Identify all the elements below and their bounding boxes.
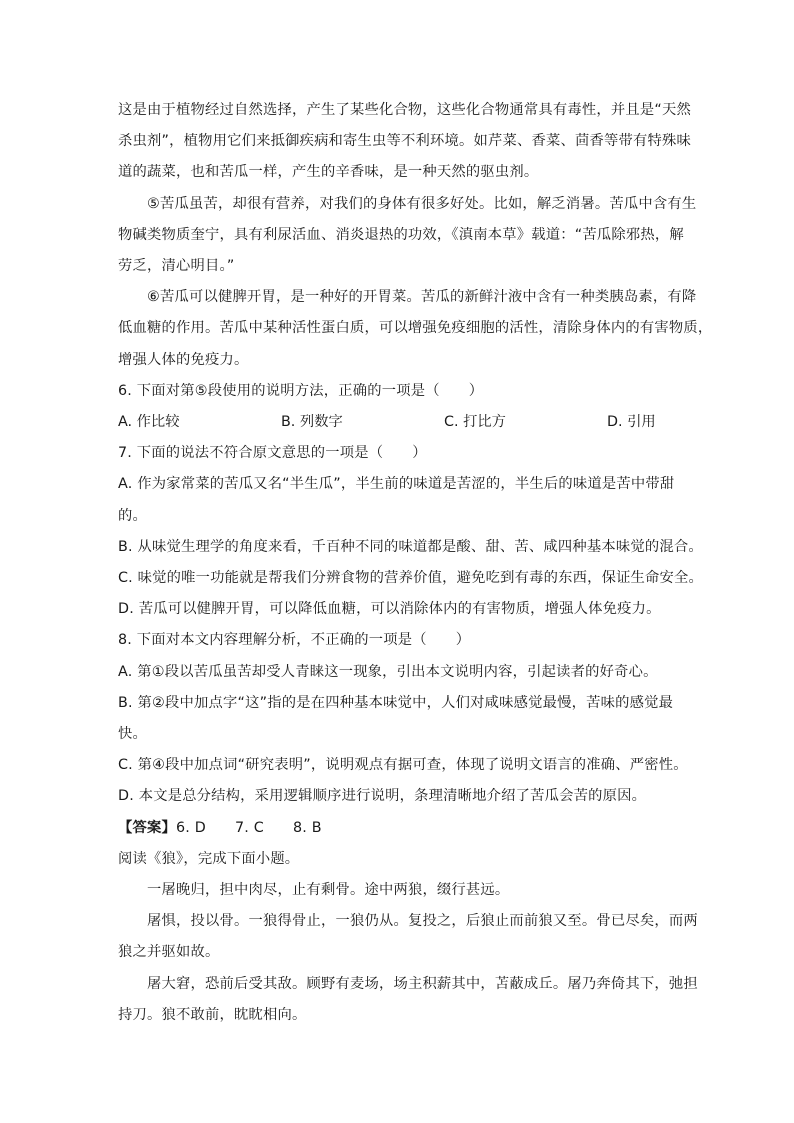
reading-intro: 阅读《狼》，完成下面小题。 xyxy=(118,850,300,867)
option-b: B. 列数字 xyxy=(281,414,343,431)
paragraph-6-line: 低血糖的作用。苦瓜中某种活性蛋白质，可以增强免疫细胞的活性，清除身体内的有害物质， xyxy=(118,320,713,337)
question-8-line: B. 第②段中加点字“这”指的是在四种基本味觉中，人们对咸味感觉最慢，苦味的感觉最 xyxy=(118,694,674,711)
passage-line: 这是由于植物经过自然选择，产生了某些化合物，这些化合物通常具有毒性，并且是“天然 xyxy=(118,102,691,118)
question-8-line: C. 第④段中加点词“研究表明”，说明观点有据可查，体现了说明文语言的准确、严密性。 xyxy=(118,757,688,774)
passage-line: 杀虫剂”，植物用它们来抵御疾病和寄生虫等不利环境。如芹菜、香菜、茴香等带有特殊味 xyxy=(118,133,691,150)
answer-line xyxy=(118,813,678,844)
paragraph-5-line: ⑤苦瓜虽苦，却很有营养，对我们的身体有很多好处。比如，解乏消暑。苦瓜中含有生 xyxy=(147,195,697,212)
wolf-paragraph-line: 持刀。狼不敢前，眈眈相向。 xyxy=(118,1006,307,1023)
question-6-options xyxy=(118,407,678,438)
question-7-line: 的。 xyxy=(118,507,147,524)
passage-line: 道的蔬菜，也和苦瓜一样，产生的辛香味，是一种天然的驱虫剂。 xyxy=(118,164,539,181)
question-7-line: C. 味觉的唯一功能就是帮我们分辨食物的营养价值，避免吃到有毒的东西，保证生命安全。 xyxy=(118,570,704,587)
question-7-line: A. 作为家常菜的苦瓜又名“半生瓜”，半生前的味道是苦涩的，半生后的味道是苦中带甜 xyxy=(118,476,675,493)
paragraph-6-line: ⑥苦瓜可以健脾开胃，是一种好的开胃菜。苦瓜的新鲜汁液中含有一种类胰岛素，有降 xyxy=(147,289,697,306)
option-c: C. 打比方 xyxy=(444,414,506,431)
option-a: A. 作比较 xyxy=(118,414,180,431)
question-8-line: 快。 xyxy=(118,726,147,743)
wolf-paragraph-line: 一屠晚归，担中肉尽，止有剩骨。途中两狼，缀行甚远。 xyxy=(147,882,510,899)
question-7-line: D. 苦瓜可以健脾开胃，可以降低血糖，可以消除体内的有害物质，增强人体免疫力。 xyxy=(118,601,661,618)
paragraph-6-line: 增强人体的免疫力。 xyxy=(118,351,249,368)
question-7-stem: 7. 下面的说法不符合原文意思的一项是（ ） xyxy=(118,445,427,462)
question-8-line: A. 第①段以苦瓜虽苦却受人青睐这一现象，引出本文说明内容，引起读者的好奇心。 xyxy=(118,663,658,680)
paragraph-5-line: 劳乏，清心明目。” xyxy=(118,258,235,275)
question-7-line: B. 从味觉生理学的角度来看，千百种不同的味道都是酸、甜、苦、咸四种基本味觉的混合。 xyxy=(118,538,703,555)
question-6-stem: 6. 下面对第⑤段使用的说明方法，正确的一项是（ ） xyxy=(118,382,484,399)
answer-text: 6. D 7. C 8. B xyxy=(176,819,322,836)
wolf-paragraph-line: 屠大窘，恐前后受其敌。顾野有麦场，场主积薪其中，苫蔽成丘。屠乃奔倚其下，弛担 xyxy=(147,975,698,992)
question-8-stem: 8. 下面对本文内容理解分析，不正确的一项是（ ） xyxy=(118,632,471,649)
wolf-paragraph-line: 屠惧，投以骨。一狼得骨止，一狼仍从。复投之，后狼止而前狼又至。骨已尽矣，而两 xyxy=(147,913,698,930)
document-page xyxy=(118,95,713,1031)
paragraph-5-line: 物碱类物质奎宁，具有利尿活血、消炎退热的功效，《滇南本草》载道：“苦瓜除邪热，解 xyxy=(118,226,684,243)
option-d: D. 引用 xyxy=(607,414,656,431)
answer-tag: 【答案】 xyxy=(118,819,176,836)
wolf-paragraph-line: 狼之并驱如故。 xyxy=(118,944,220,961)
question-8-line: D. 本文是总分结构，采用逻辑顺序进行说明，条理清晰地介绍了苦瓜会苦的原因。 xyxy=(118,788,647,805)
